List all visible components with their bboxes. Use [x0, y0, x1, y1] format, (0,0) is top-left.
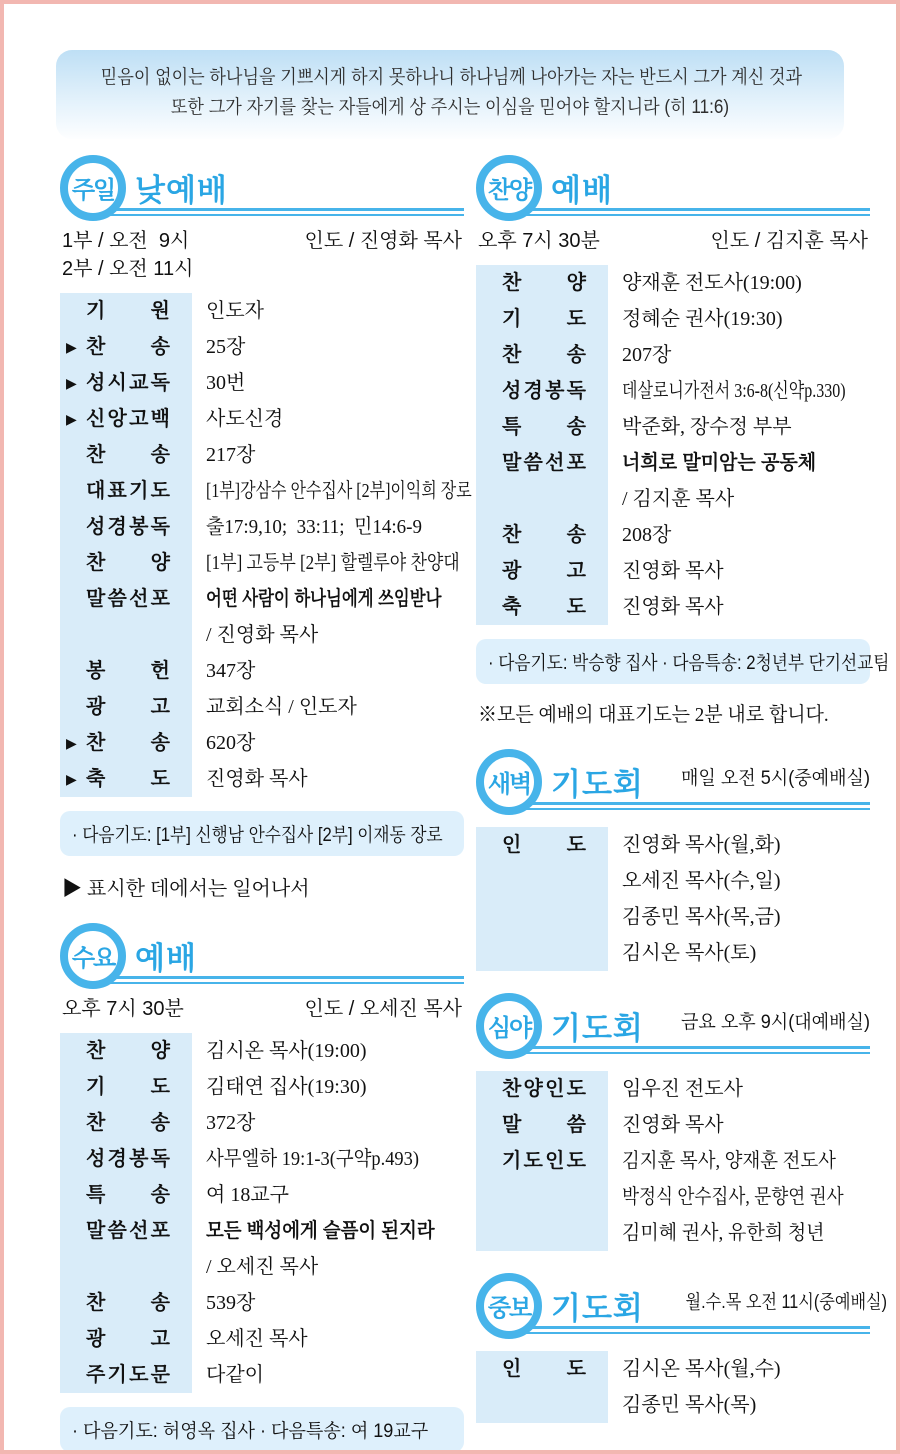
table-row: [60, 329, 464, 365]
row-value: 사도신경: [206, 407, 284, 430]
table-row: [476, 553, 870, 589]
praise-service-info: [478, 227, 868, 255]
table-row: [476, 517, 870, 553]
sermon-preacher: / 오세진 목사: [206, 1255, 319, 1278]
sermon-title: 어떤 사람이 하나님에게 쓰임받나: [206, 587, 442, 610]
row-value: 539장: [206, 1291, 256, 1314]
row-value: 김종민 목사(목): [622, 1393, 757, 1416]
sermon-title: 너희로 말미암는 공동체: [622, 451, 817, 474]
row-label: 광 고: [502, 559, 586, 582]
section-title: 예배: [135, 941, 197, 977]
table-row: [60, 437, 464, 473]
section-badge-circle: [60, 923, 126, 989]
row-label: 찬 양: [86, 551, 170, 574]
section-title: 예배: [551, 173, 613, 209]
table-row: [476, 481, 870, 517]
section-schedule: 매일 오전 5시(중예배실): [675, 763, 870, 790]
row-label: 말 씀 선 포: [86, 587, 170, 610]
row-value: 30번: [206, 371, 246, 394]
row-value: 217장: [206, 443, 256, 466]
row-value: 진영화 목사: [622, 559, 724, 582]
table-row: [476, 337, 870, 373]
table-row: [60, 689, 464, 725]
row-value: [1부] 고등부 [2부] 할렐루야 찬양대: [206, 551, 460, 574]
verse-line-1: 믿음이 없이는 하나님을 기쁘시게 하지 못하나니 하나님께 나아가는 자는 반드시 그가 계신 것과: [100, 67, 803, 88]
row-value: 박정식 안수집사, 문향연 권사: [622, 1185, 844, 1208]
row-label: 기 도: [86, 1075, 170, 1098]
wednesday-service-info: [62, 995, 462, 1023]
table-row: [476, 373, 870, 409]
section-badge-circle: [60, 155, 126, 221]
right-column: [476, 153, 890, 1452]
section-title: 기도회: [551, 1011, 644, 1047]
verse-banner: [56, 50, 844, 139]
row-label: 광 고: [86, 1327, 170, 1350]
columns: [60, 153, 890, 1452]
row-value: 진영화 목사: [206, 767, 308, 790]
table-row: [60, 761, 464, 797]
row-value: 김태연 집사(19:30): [206, 1075, 367, 1098]
row-value: 620장: [206, 731, 256, 754]
table-row: [60, 365, 464, 401]
table-row: [476, 1387, 870, 1423]
table-row: [60, 1249, 464, 1285]
prayer-time-rule: ※모든 예배의 대표기도는 2분 내로 합니다.: [478, 703, 829, 726]
stand-marker-icon: ▶: [66, 338, 77, 355]
sermon-preacher: / 진영화 목사: [206, 623, 319, 646]
row-label: 기 원: [86, 299, 170, 322]
row-value: 347장: [206, 659, 256, 682]
row-label: 찬 송: [86, 1111, 170, 1134]
table-row: [60, 1105, 464, 1141]
row-value: 김시온 목사(토): [622, 941, 757, 964]
row-label: 찬 송: [86, 443, 170, 466]
service-leader: 인도 / 오세진 목사: [304, 997, 462, 1020]
row-label: 신 앙 고 백: [86, 407, 170, 430]
section-header-praise-service: [476, 153, 870, 223]
table-row: [60, 725, 464, 761]
next-prayer-note: [476, 639, 890, 684]
row-value: 김지훈 목사, 양재훈 전도사: [622, 1149, 836, 1172]
row-value: 다같이: [206, 1363, 264, 1386]
stand-marker-icon: ▶: [66, 770, 77, 787]
section-header-night-prayer: [476, 991, 870, 1061]
left-column: [60, 153, 472, 1452]
note-text: · 다음기도: [1부] 신행남 안수집사 [2부] 이재동 장로: [72, 824, 443, 846]
row-value: 인도자: [206, 299, 264, 322]
section-header-sunday-service: [60, 153, 464, 223]
row-label: 축 도: [502, 595, 586, 618]
table-row: [60, 473, 472, 509]
table-row: [60, 401, 464, 437]
section-badge-circle: [476, 155, 542, 221]
section-badge-circle: [476, 1273, 542, 1339]
section-badge-circle: [476, 749, 542, 815]
service-time-2: 2부 / 오전 11시: [62, 257, 194, 280]
section-header-intercession-prayer: [476, 1271, 887, 1341]
row-label: 찬 양 인 도: [502, 1077, 586, 1100]
row-label: 특 송: [86, 1183, 170, 1206]
table-row: [60, 1321, 464, 1357]
section-title: 기도회: [551, 1291, 644, 1327]
night-prayer-table: [476, 1071, 870, 1251]
table-row: [60, 617, 464, 653]
row-value: 정혜순 권사(19:30): [622, 307, 783, 330]
row-value: 출17:9,10; 33:11; 민14:6-9: [206, 515, 422, 538]
verse-line-2: 또한 그가 자기를 찾는 자들에게 상 주시는 이심을 믿어야 할지니라 (히 11:6): [170, 97, 730, 119]
table-row: [476, 1143, 870, 1179]
row-value: 박준화, 장수정 부부: [622, 415, 792, 438]
row-label: 말 씀: [502, 1113, 586, 1136]
note-text: · 다음기도: 박승향 집사 · 다음특송: 2청년부 단기선교팀: [488, 652, 890, 674]
row-label: 찬 양: [86, 1039, 170, 1062]
table-row: [476, 301, 870, 337]
row-value: 오세진 목사(수,일): [622, 869, 781, 892]
row-value: 김종민 목사(목,금): [622, 905, 781, 928]
row-value: [1부]강삼수 안수집사 [2부]이익희 장로: [206, 479, 472, 502]
table-row: [476, 1179, 870, 1215]
row-value: 진영화 목사(월,화): [622, 833, 781, 856]
row-value: 진영화 목사: [622, 595, 724, 618]
table-row: [476, 899, 870, 935]
table-row: [60, 1213, 464, 1249]
row-label: 인 도: [502, 1357, 586, 1380]
service-leader: 인도 / 김지훈 목사: [710, 229, 868, 252]
next-prayer-note: [60, 811, 464, 856]
section-title: 기도회: [551, 767, 644, 803]
row-value: 208장: [622, 523, 672, 546]
row-label: 찬 송: [502, 523, 586, 546]
next-prayer-note: [60, 1407, 464, 1452]
row-label: 광 고: [86, 695, 170, 718]
section-badge-label: 심야: [487, 1015, 531, 1043]
table-row: [476, 827, 870, 863]
row-label: 찬 송: [502, 343, 586, 366]
row-value: 교회소식 / 인도자: [206, 695, 357, 718]
section-badge-label: 중보: [487, 1295, 531, 1323]
row-value: 207장: [622, 343, 672, 366]
wednesday-order-table: [60, 1033, 464, 1393]
row-value: 임우진 전도사: [622, 1077, 743, 1100]
row-value: 372장: [206, 1111, 256, 1134]
row-value: 사무엘하 19:1-3(구약p.493): [206, 1147, 419, 1170]
table-row: [60, 1033, 464, 1069]
section-header-wednesday-service: [60, 921, 464, 991]
sermon-preacher: / 김지훈 목사: [622, 487, 735, 510]
row-value: 데살로니가전서 3:6-8(신약p.330): [622, 379, 846, 402]
stand-marker-icon: ▶: [66, 734, 77, 751]
sermon-title: 모든 백성에게 슬픔이 된지라: [206, 1219, 435, 1242]
intercession-prayer-table: [476, 1351, 870, 1423]
service-time-1: 1부 / 오전 9시: [62, 229, 190, 252]
row-label: 봉 헌: [86, 659, 170, 682]
section-badge-label: 찬양: [487, 177, 531, 205]
row-value: 김미혜 권사, 유한희 청년: [622, 1221, 825, 1244]
service-times: [62, 227, 193, 283]
row-label: 말 씀 선 포: [86, 1219, 170, 1242]
service-leader: 인도 / 진영화 목사: [304, 229, 462, 252]
section-header-dawn-prayer: [476, 747, 870, 817]
section-schedule: 월.수.목 오전 11시(중예배실): [680, 1287, 887, 1314]
row-label: 특 송: [502, 415, 586, 438]
row-value: 진영화 목사: [622, 1113, 724, 1136]
stand-marker-legend: ▶ 표시한 데에서는 일어나서: [62, 877, 310, 900]
praise-order-table: [476, 265, 870, 625]
dawn-prayer-table: [476, 827, 870, 971]
table-row: [60, 509, 464, 545]
row-value: 여 18교구: [206, 1183, 289, 1206]
row-value: 오세진 목사: [206, 1327, 308, 1350]
row-value: 김시온 목사(월,수): [622, 1357, 781, 1380]
row-label: 축 도: [86, 767, 170, 790]
row-label: 주 기 도 문: [86, 1363, 170, 1386]
table-row: [60, 293, 464, 329]
row-value: 양재훈 전도사(19:00): [622, 271, 802, 294]
table-row: [476, 1071, 870, 1107]
note-text: · 다음기도: 허영옥 집사 · 다음특송: 여 19교구: [72, 1420, 429, 1442]
table-row: [476, 1215, 870, 1251]
row-label: 기 도 인 도: [502, 1149, 586, 1172]
row-label: 성 경 봉 독: [86, 515, 170, 538]
section-badge-label: 주일: [71, 177, 115, 205]
table-row: [60, 581, 464, 617]
section-badge-label: 수요: [71, 945, 115, 973]
service-time-1: 오후 7시 30분: [478, 229, 600, 252]
table-row: [476, 265, 870, 301]
row-label: 기 도: [502, 307, 586, 330]
row-label: 찬 송: [86, 731, 170, 754]
row-label: 찬 양: [502, 271, 586, 294]
table-row: [60, 1069, 464, 1105]
table-row: [476, 1107, 870, 1143]
table-row: [60, 1285, 464, 1321]
table-row: [476, 935, 870, 971]
section-title: 낮예배: [135, 173, 228, 209]
row-label: 성 시 교 독: [86, 371, 170, 394]
stand-marker-icon: ▶: [66, 374, 77, 391]
service-time-1: 오후 7시 30분: [62, 997, 184, 1020]
table-row: [476, 445, 870, 481]
table-row: [60, 545, 464, 581]
table-row: [476, 1351, 870, 1387]
sunday-order-table: [60, 293, 472, 797]
row-label: 대 표 기 도: [86, 479, 170, 502]
table-row: [60, 1177, 464, 1213]
row-label: 인 도: [502, 833, 586, 856]
row-label: 성 경 봉 독: [502, 379, 586, 402]
section-badge-circle: [476, 993, 542, 1059]
row-label: 찬 송: [86, 335, 170, 358]
row-label: 말 씀 선 포: [502, 451, 586, 474]
row-label: 성 경 봉 독: [86, 1147, 170, 1170]
section-schedule: 금요 오후 9시(대예배실): [675, 1007, 870, 1034]
table-row: [60, 653, 464, 689]
row-value: 김시온 목사(19:00): [206, 1039, 367, 1062]
table-row: [60, 1141, 464, 1177]
table-row: [476, 863, 870, 899]
table-row: [476, 409, 870, 445]
table-row: [60, 1357, 464, 1393]
sunday-service-info: [62, 227, 462, 283]
row-label: 찬 송: [86, 1291, 170, 1314]
section-badge-label: 새벽: [487, 771, 531, 799]
row-value: 25장: [206, 335, 246, 358]
table-row: [476, 589, 870, 625]
stand-marker-icon: ▶: [66, 410, 77, 427]
